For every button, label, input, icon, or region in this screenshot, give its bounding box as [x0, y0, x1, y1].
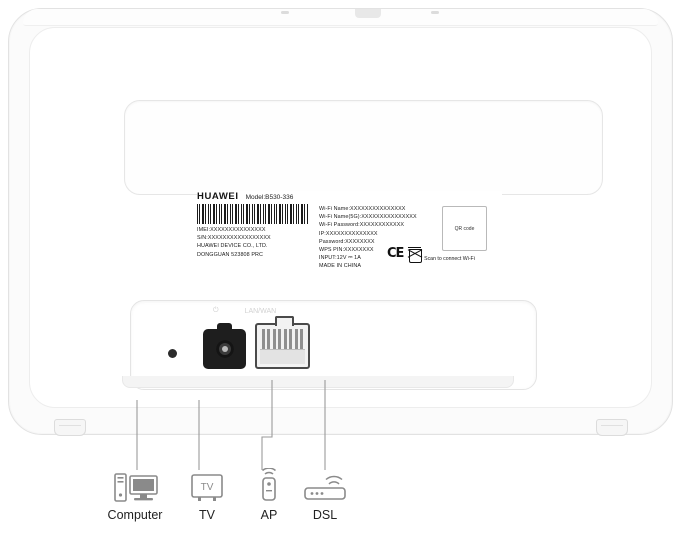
- seam-tab: [355, 9, 381, 18]
- device-legend: [96, 470, 386, 534]
- label-password: Password:XXXXXXXX: [319, 238, 375, 245]
- label-ip: IP:XXXXXXXXXXXXXX: [319, 230, 378, 237]
- label-right-column: [424, 204, 501, 271]
- seam-notch-left: [281, 11, 289, 14]
- router-base-plate: [122, 376, 514, 388]
- svg-text:TV: TV: [200, 482, 214, 493]
- reset-pinhole-icon[interactable]: [168, 349, 177, 358]
- certification-marks: [387, 245, 421, 262]
- label-made-in: MADE IN CHINA: [319, 263, 362, 270]
- upper-recess-panel: [124, 100, 603, 195]
- label-wifi-name: Wi-Fi Name:XXXXXXXXXXXXXXX: [319, 206, 406, 212]
- legend-item-computer: [96, 470, 174, 522]
- label-company: HUAWEI DEVICE CO., LTD.: [197, 243, 268, 250]
- ce-mark-icon: CE: [387, 246, 404, 261]
- legend-label-ap: AP: [260, 508, 278, 522]
- legend-label-tv: TV: [199, 508, 215, 522]
- model-text: Model:B530-336: [245, 194, 294, 201]
- router-back-face: [29, 27, 652, 408]
- lan-wan-label: LAN/WAN: [244, 307, 277, 315]
- spec-label: [197, 191, 502, 273]
- lan-wan-ethernet-port[interactable]: [255, 323, 310, 369]
- qr-caption: Scan to connect Wi-Fi: [424, 256, 475, 262]
- label-sn: S/N:XXXXXXXXXXXXXXXXX: [197, 235, 271, 242]
- label-address: DONGGUAN 523808 PRC: [197, 251, 264, 258]
- router-foot-left: [54, 419, 86, 436]
- label-wifi-name-5g: Wi-Fi Name(5G):XXXXXXXXXXXXXXX: [319, 214, 417, 221]
- router-body: [8, 8, 673, 435]
- desktop-computer-icon: [96, 470, 174, 504]
- power-symbol-icon: ⏻: [213, 307, 219, 314]
- router-top-seam: [23, 9, 658, 26]
- label-imei: IMEI:XXXXXXXXXXXXXXX: [197, 227, 266, 233]
- brand-text: HUAWEI: [197, 191, 239, 202]
- dsl-modem-icon: [286, 470, 364, 504]
- legend-label-dsl: DSL: [312, 508, 338, 522]
- legend-label-computer: Computer: [107, 508, 163, 522]
- router-foot-right: [596, 419, 628, 436]
- label-wifi-password: Wi-Fi Password:XXXXXXXXXXXX: [319, 222, 405, 229]
- legend-item-dsl: [286, 470, 364, 522]
- power-port[interactable]: [203, 329, 246, 369]
- qr-code-icon: QR code: [442, 206, 487, 251]
- label-wps-pin: WPS PIN:XXXXXXXX: [319, 247, 374, 254]
- label-left-column: [197, 204, 319, 271]
- port-icon-row: [213, 307, 276, 315]
- barcode-icon: [197, 204, 309, 224]
- weee-bin-icon: [408, 245, 421, 262]
- seam-notch-right: [431, 11, 439, 14]
- label-input-power: INPUT:12V ⎓ 1A: [319, 255, 361, 262]
